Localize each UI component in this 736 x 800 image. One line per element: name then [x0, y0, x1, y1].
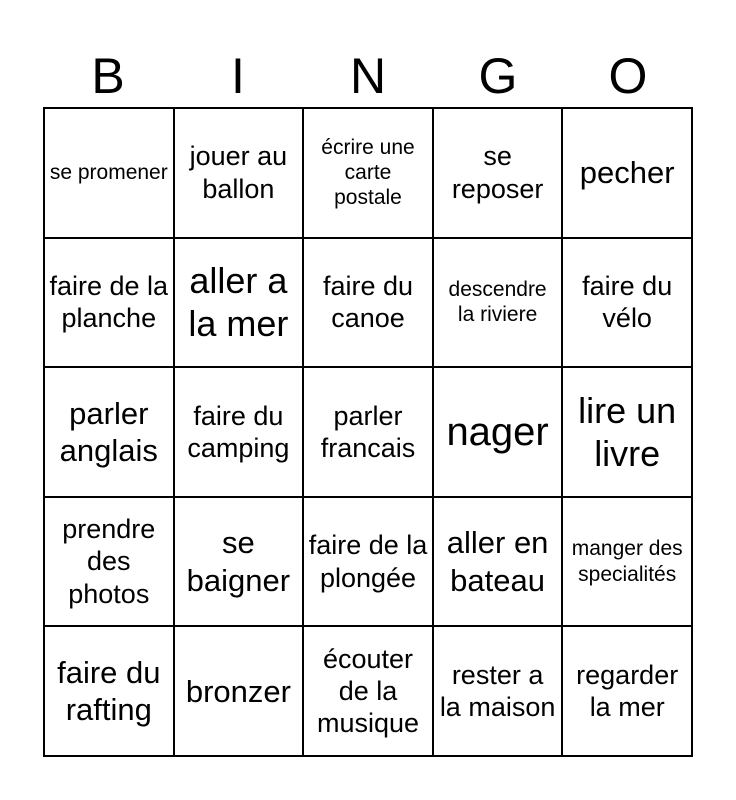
bingo-cell[interactable]	[434, 109, 564, 239]
cell-text: lire un livre	[578, 389, 677, 474]
bingo-cell[interactable]	[175, 109, 305, 239]
bingo-cell[interactable]	[175, 627, 305, 757]
cell-text: aller en bateau	[446, 525, 549, 598]
bingo-cell[interactable]	[304, 239, 434, 369]
cell-text: écrire une carte postale	[321, 136, 415, 210]
bingo-cell[interactable]	[304, 368, 434, 498]
cell-text: parler francais	[320, 400, 416, 463]
header-letter-g: G	[478, 48, 518, 104]
bingo-cell[interactable]	[304, 109, 434, 239]
cell-text: se reposer	[451, 141, 544, 204]
bingo-header	[43, 50, 693, 102]
header-letter-n: N	[349, 48, 387, 104]
cell-text: faire de la plongée	[308, 530, 428, 593]
header-letter-i: I	[231, 48, 245, 104]
cell-text: se baigner	[186, 525, 291, 598]
bingo-cell[interactable]	[175, 239, 305, 369]
bingo-cell[interactable]	[434, 498, 564, 628]
bingo-card	[43, 107, 693, 757]
bingo-cell[interactable]	[434, 239, 564, 369]
cell-text: faire du rafting	[57, 655, 161, 728]
bingo-cell[interactable]	[563, 368, 693, 498]
bingo-cell[interactable]	[434, 368, 564, 498]
cell-text: regarder la mer	[576, 659, 679, 723]
cell-text: descendre la riviere	[448, 278, 547, 327]
bingo-cell[interactable]	[563, 109, 693, 239]
bingo-cell[interactable]	[45, 627, 175, 757]
cell-text: bronzer	[185, 673, 291, 709]
cell-text: aller a la mer	[188, 260, 289, 345]
bingo-cell[interactable]	[563, 498, 693, 628]
bingo-cell[interactable]	[45, 109, 175, 239]
bingo-cell[interactable]	[175, 498, 305, 628]
bingo-cell[interactable]	[563, 239, 693, 369]
bingo-cell[interactable]	[563, 627, 693, 757]
cell-text: faire de la planche	[49, 271, 169, 334]
cell-text: écouter de la musique	[316, 643, 420, 739]
cell-text: prendre des photos	[62, 514, 156, 609]
cell-text: nager	[446, 409, 549, 454]
cell-text: pecher	[579, 155, 675, 191]
cell-text: manger des specialités	[571, 537, 683, 586]
bingo-cell[interactable]	[434, 627, 564, 757]
bingo-cell[interactable]	[45, 498, 175, 628]
cell-text: parler anglais	[59, 395, 158, 468]
bingo-cell[interactable]	[45, 368, 175, 498]
cell-text: faire du vélo	[582, 271, 673, 334]
bingo-cell[interactable]	[175, 368, 305, 498]
header-letter-b: B	[91, 48, 125, 104]
cell-text: se promener	[49, 161, 168, 185]
bingo-cell[interactable]	[304, 627, 434, 757]
cell-text: jouer au ballon	[189, 141, 288, 204]
bingo-cell[interactable]	[45, 239, 175, 369]
bingo-cell[interactable]	[304, 498, 434, 628]
cell-text: faire du camping	[187, 400, 290, 463]
header-letter-o: O	[608, 48, 648, 104]
cell-text: faire du canoe	[322, 271, 414, 334]
cell-text: rester a la maison	[439, 659, 556, 723]
